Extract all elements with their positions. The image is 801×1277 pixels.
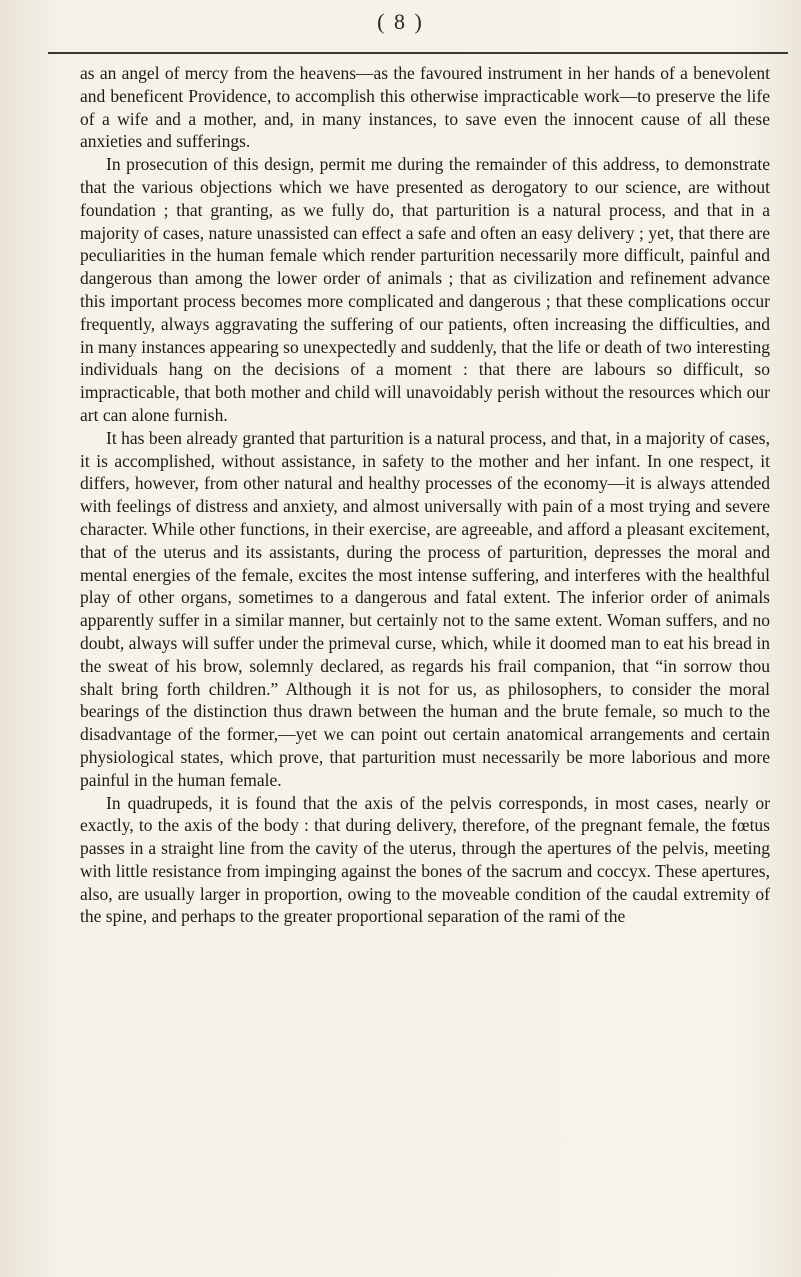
page-body (80, 62, 770, 928)
paragraph-3: It has been already granted that parturition is a natural process, and that, in a majority of cases, it is accomplished, without assistance, in safety to the mother and her infant. In one respect, it differs, however, from other natural and healthy processes of the economy—it is always attended with feelings of distress and anxiety, and almost universally with pain of a most trying and severe character. While other functions, in their exercise, are agreeable, and afford a pleasant excitement, that of the uterus and its assistants, during the process of parturition, depresses the moral and mental energies of the female, excites the most intense suffering, and interferes with the healthful play of other organs, sometimes to a dangerous and fatal extent. The inferior order of animals apparently suffer in a similar manner, but certainly not to the same extent. Woman suffers, and no doubt, always will suffer under the primeval curse, which, while it doomed man to eat his bread in the sweat of his brow, solemnly declared, as regards his frail companion, that “in sorrow thou shalt bring forth children.” Although it is not for us, as philosophers, to consider the moral bearings of the distinction thus drawn between the human and the brute female, so much to the disadvantage of the former,—yet we can point out certain anatomical arrangements and certain physiological states, which prove, that parturition must necessarily be more laborious and more painful in the human female. (80, 427, 770, 790)
paragraph-4: In quadrupeds, it is found that the axis of the pelvis corresponds, in most cases, nearly or exactly, to the axis of the body : that during delivery, therefore, of the pregnant female, the fœtus passes in a straight line from the cavity of the uterus, through the apertures of the pelvis, meeting with little resistance from impinging against the bones of the sacrum and coccyx. These apertures, also, are usually larger in proportion, owing to the moveable condition of the caudal extremity of the spine, and perhaps to the greater proportional separation of the rami of the (80, 792, 770, 927)
paragraph-1: as an angel of mercy from the heavens—as the favoured instrument in her hands of a benevolent and beneficent Providence, to accomplish this otherwise impracticable work—to preserve the life of a wife and a mother, and, in many instances, to save even the innocent cause of all these anxieties and sufferings. (80, 63, 770, 152)
paragraph-2: In prosecution of this design, permit me during the remainder of this address, to demonstrate that the various objections which we have presented as derogatory to our science, are without foundation ; that granting, as we fully do, that parturition is a natural process, and that in a majority of cases, nature unassisted can effect a safe and often an easy delivery ; yet, that there are peculiarities in the human female which render parturition necessarily more difficult, painful and dangerous than among the lower order of animals ; that as civilization and refinement advance this important process becomes more complicated and dangerous ; that these complications occur frequently, always aggravating the suffering of our patients, often increasing the difficulties, and in many instances appearing so unexpectedly and suddenly, that the life or death of two interesting individuals hang on the decisions of a moment : that there are labours so difficult, so impracticable, that both mother and child will unavoidably perish without the resources which our art can alone furnish. (80, 154, 770, 425)
page-number: ( 8 ) (377, 9, 424, 34)
header-rule (48, 52, 788, 54)
